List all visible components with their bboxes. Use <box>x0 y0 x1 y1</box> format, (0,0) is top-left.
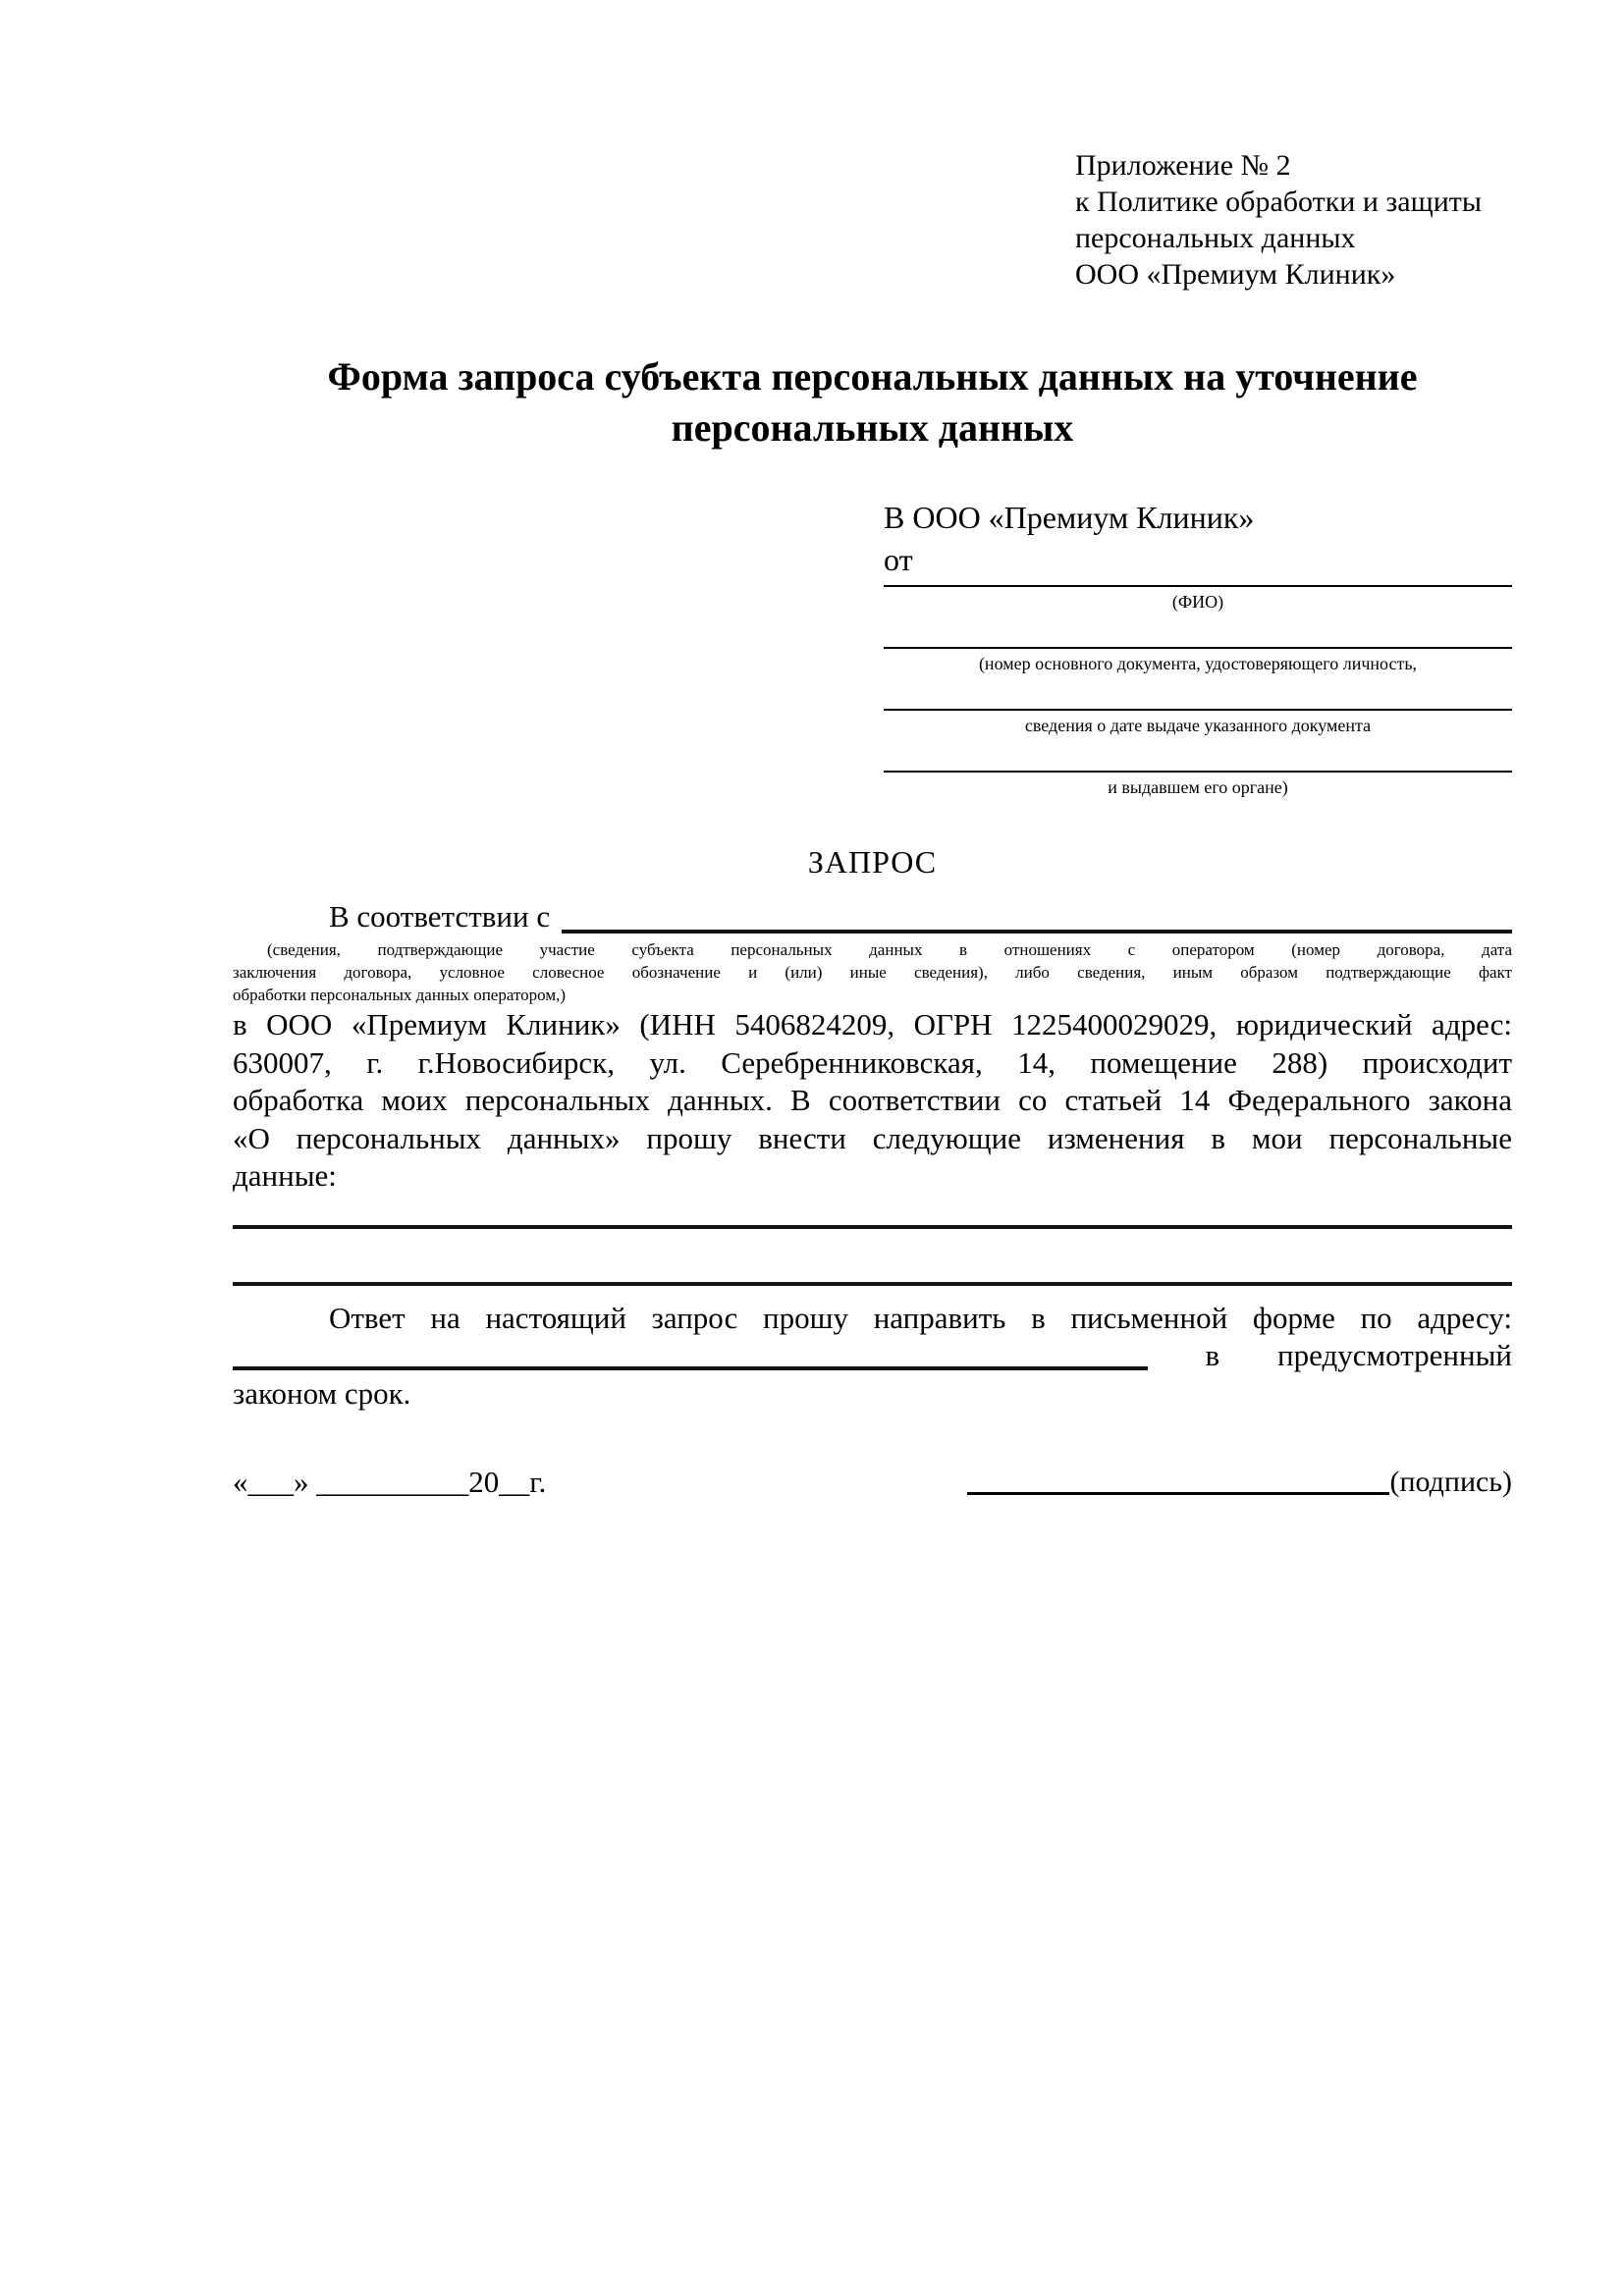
annex-line: к Политике обработки и защиты <box>1075 186 1483 218</box>
reply-sentence-end: законом срок. <box>233 1375 411 1411</box>
fio-field <box>884 581 1512 614</box>
changes-blank-line-2 <box>233 1229 1512 1286</box>
request-body-line: данные: <box>233 1158 337 1193</box>
intro-note-line: заключения договора, условное словесное обозначение и (или) иные сведения), либо сведения, иным образом подтверждающие факт <box>233 963 1512 982</box>
document-number-field <box>884 614 1512 675</box>
intro-label: В соответствии с <box>329 899 551 934</box>
intro-note-line: (сведения, подтверждающие участие субъекта персональных данных в отношениях с оператором (номер договора, дата <box>267 940 1512 959</box>
reply-paragraph <box>233 1300 1512 1414</box>
address-blank-line <box>233 1366 1148 1370</box>
annex-line: Приложение № 2 <box>1075 149 1291 182</box>
title-line: Форма запроса субъекта персональных данных на уточнение <box>327 354 1418 399</box>
signature-blank-line <box>967 1492 1389 1495</box>
request-body-line: «О персональных данных» прошу внести следующие изменения в мои персональные <box>233 1120 1512 1155</box>
fio-caption: (ФИО) <box>1171 592 1224 612</box>
issue-date-blank-line <box>884 675 1512 711</box>
intro-blank-line <box>562 895 1512 934</box>
reply-address-row <box>233 1337 1512 1375</box>
request-heading: ЗАПРОС <box>807 844 938 880</box>
intro-note <box>233 938 1512 1006</box>
issuing-authority-blank-line <box>884 737 1512 773</box>
issuing-authority-caption: и выдавшем его органе) <box>1108 777 1288 797</box>
signature-caption: (подпись) <box>1389 1466 1512 1498</box>
annex-line: персональных данных <box>1075 222 1356 254</box>
document-title <box>233 351 1512 454</box>
issue-date-caption: сведения о дате выдаче указанного документа <box>1024 716 1372 735</box>
signature-area <box>967 1464 1512 1501</box>
annex-block <box>1075 147 1512 293</box>
issuing-authority-field <box>884 737 1512 799</box>
issue-date-field <box>884 675 1512 737</box>
date-line: «___» __________20__г. <box>233 1465 547 1499</box>
addressee-to-line: В ООО «Премиум Клиник» <box>884 500 1255 535</box>
addressee-block <box>884 497 1512 799</box>
annex-line: ООО «Премиум Клиник» <box>1075 258 1396 291</box>
request-body-line: в ООО «Премиум Клиник» (ИНН 5406824209, ОГРН 1225400029029, юридический адрес: <box>233 1007 1512 1041</box>
request-body-line: 630007, г. г.Новосибирск, ул. Серебренниковская, 14, помещение 288) происходит <box>233 1044 1512 1080</box>
document-number-caption: (номер основного документа, удостоверяющего личность, <box>978 654 1418 673</box>
document-number-blank-line <box>884 614 1512 649</box>
reply-word: в <box>1205 1338 1220 1372</box>
request-body-line: обработка моих персональных данных. В соответствии со статьей 14 Федерального закона <box>233 1083 1512 1117</box>
intro-line <box>233 895 1512 938</box>
changes-blank-line-1 <box>233 1196 1512 1229</box>
reply-sentence-start: Ответ на настоящий запрос прошу направить в письменной форме по адресу: <box>329 1300 1512 1335</box>
intro-note-line: обработки персональных данных оператором,) <box>233 986 567 1004</box>
request-body <box>233 1006 1512 1196</box>
signature-row <box>233 1464 1512 1501</box>
addressee-from-label: от <box>884 542 913 577</box>
title-line: персональных данных <box>671 405 1074 450</box>
reply-word: предусмотренный <box>1277 1338 1512 1372</box>
